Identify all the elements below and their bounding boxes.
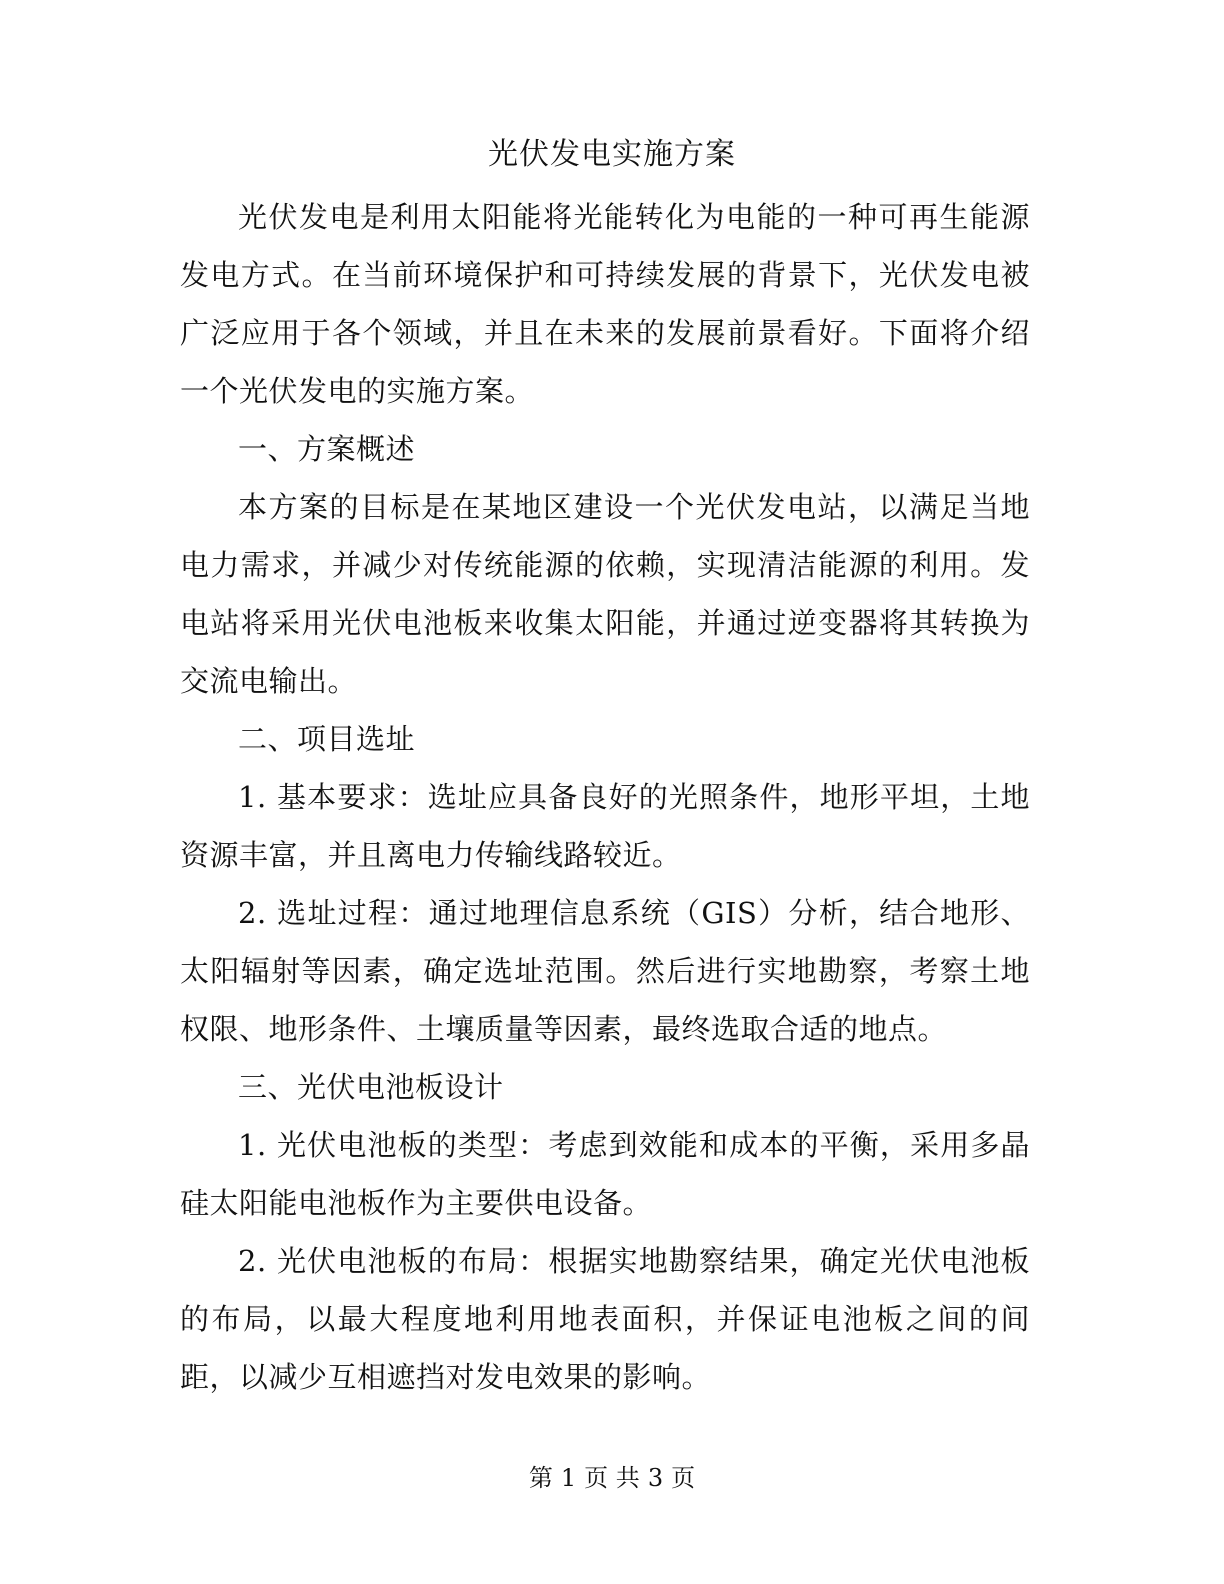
page-footer: [0, 1460, 1224, 1496]
total-pages-number: 3: [647, 1464, 664, 1492]
section-heading-panel-design: 三、光伏电池板设计: [238, 1070, 504, 1104]
paragraph-site-process: 2. 选址过程：通过地理信息系统（GIS）分析，结合地形、太阳辐射等因素，确定选址范围。然后进行实地勘察，考察土地权限、地形条件、土壤质量等因素，最终选取合适的地点。: [180, 896, 1030, 1046]
paragraph-intro: 光伏发电是利用太阳能将光能转化为电能的一种可再生能源发电方式。在当前环境保护和可持续发展的背景下，光伏发电被广泛应用于各个领域，并且在未来的发展前景看好。下面将介绍一个光伏发电的实施方案。: [180, 200, 1030, 408]
section-heading-overview: 一、方案概述: [238, 432, 416, 466]
section-heading-site-selection: 二、项目选址: [238, 722, 416, 756]
document-body: [180, 188, 1030, 1406]
current-page-number: 1: [560, 1464, 577, 1492]
paragraph-overview: 本方案的目标是在某地区建设一个光伏发电站，以满足当地电力需求，并减少对传统能源的依赖，实现清洁能源的利用。发电站将采用光伏电池板来收集太阳能，并通过逆变器将其转换为交流电输出。: [180, 490, 1030, 698]
page-label-suffix: 页: [671, 1464, 696, 1492]
paragraph-panel-type: 1. 光伏电池板的类型：考虑到效能和成本的平衡，采用多晶硅太阳能电池板作为主要供电设备。: [180, 1128, 1030, 1220]
page-label-prefix: 第: [528, 1464, 553, 1492]
document-title: 光伏发电实施方案: [488, 137, 736, 172]
paragraph-site-requirements: 1. 基本要求：选址应具备良好的光照条件，地形平坦，土地资源丰富，并且离电力传输线路较近。: [180, 780, 1030, 872]
page-label-mid: 页 共: [584, 1464, 640, 1492]
paragraph-panel-layout: 2. 光伏电池板的布局：根据实地勘察结果，确定光伏电池板的布局，以最大程度地利用地表面积，并保证电池板之间的间距，以减少互相遮挡对发电效果的影响。: [180, 1244, 1030, 1394]
